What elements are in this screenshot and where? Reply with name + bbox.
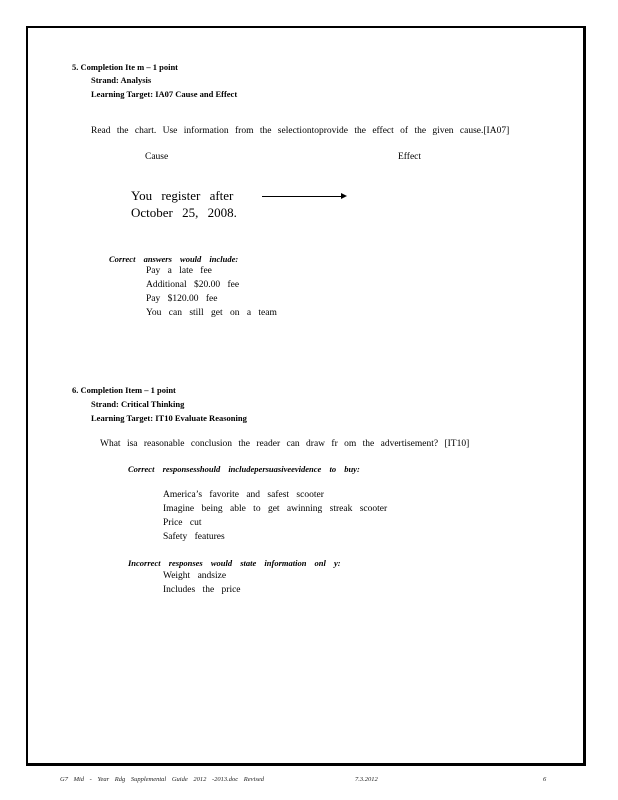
list-item: Pay $120.00 fee <box>146 294 218 304</box>
page-border <box>26 26 586 766</box>
q5-item-heading: 5. Completion Ite m – 1 point <box>72 62 179 72</box>
list-item: Price cut <box>163 518 202 528</box>
q5-prompt: Read the chart. Use information from the selectiontoprovide the effect of the given cause.[IA07] <box>91 126 510 136</box>
list-item: Imagine being able to get awinning streak scooter <box>163 504 388 514</box>
effect-column-label: Effect <box>398 152 422 162</box>
q6-item-heading: 6. Completion Item – 1 point <box>72 385 176 395</box>
q6-prompt: What isa reasonable conclusion the reader can draw fr om the advertisement? [IT10] <box>100 439 470 449</box>
cause-text-line-2: October 25, 2008. <box>131 205 237 220</box>
list-item: Pay a late fee <box>146 266 212 276</box>
q5-learning-target: Learning Target: IA07 Cause and Effect <box>91 89 238 99</box>
q6-learning-target: Learning Target: IT10 Evaluate Reasoning <box>91 413 247 423</box>
arrow-head-icon <box>341 193 347 199</box>
footer-page-number: 6 <box>543 776 547 783</box>
q6-strand: Strand: Critical Thinking <box>91 399 185 409</box>
list-item: Safety features <box>163 532 225 542</box>
cause-effect-arrow <box>262 196 342 197</box>
cause-column-label: Cause <box>145 152 169 162</box>
q6-correct-heading: Correct responsesshould includepersuasiveevidence to buy: <box>128 464 360 474</box>
q6-incorrect-heading: Incorrect responses would state information onl y: <box>128 558 341 568</box>
q5-strand: Strand: Analysis <box>91 75 152 85</box>
q5-answers-heading: Correct answers would include: <box>109 254 239 264</box>
footer-date: 7.3.2012 <box>355 776 378 783</box>
list-item: Includes the price <box>163 585 241 595</box>
cause-text-line-1: You register after <box>131 188 234 203</box>
footer-document-name: G7 Mid - Year Rdg Supplemental Guide 2012 -2013.doc Revised <box>60 776 265 783</box>
list-item: You can still get on a team <box>146 308 277 318</box>
list-item: Weight andsize <box>163 571 227 581</box>
list-item: America’s favorite and safest scooter <box>163 490 324 500</box>
list-item: Additional $20.00 fee <box>146 280 240 290</box>
